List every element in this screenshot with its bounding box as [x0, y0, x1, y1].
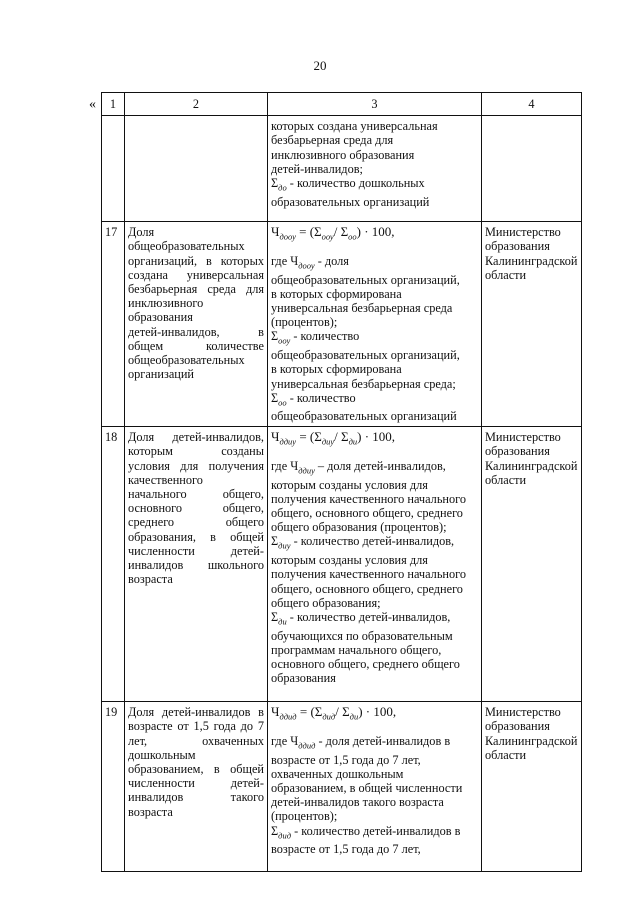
indicator-cell: [125, 427, 268, 702]
indicator-cell: [125, 116, 268, 222]
agency-line: образования: [485, 444, 550, 459]
method-line: возрасте от 1,5 года до 7 лет,: [271, 752, 421, 767]
method-line: основного общего, среднего общего: [271, 657, 460, 671]
agency-line: образования: [485, 239, 550, 254]
method-line: которых создана универсальная: [271, 119, 438, 134]
indicator-line: численности детей-: [128, 543, 264, 558]
indicator-line: общеобразовательных: [128, 239, 245, 254]
method-subscript: ддид: [298, 740, 316, 751]
formula: $Ч_{ддиу} = (\Sigma_{диу}/$ $\Sigma_{ди}) \cdot 100$,: [271, 429, 396, 447]
header-cell-2: 2: [125, 93, 268, 116]
method-line: общего образования (процентов);: [271, 520, 447, 535]
row-number-cell: [102, 116, 125, 222]
indicator-cell: [125, 702, 268, 872]
page-number: 20: [313, 58, 327, 73]
formula-subscript: дид: [322, 711, 336, 722]
method-line: получения качественного начального: [271, 567, 467, 582]
indicator-line: возраста: [128, 804, 173, 819]
indicator-line: лет, охваченных: [128, 733, 264, 748]
opening-quote-mark: «: [89, 97, 96, 112]
calculation-method-cell: [268, 222, 482, 427]
formula: $Ч_{ддид} = (\Sigma_{дид}/$ $\Sigma_{ди}) \cdot 100$,: [271, 704, 397, 722]
method-line: $\Sigma_{диу}$ - количество детей-инвалидов,: [271, 534, 455, 551]
method-line: охваченных дошкольным: [271, 766, 404, 781]
method-line: обучающихся по образовательным: [271, 628, 453, 643]
agency-line: Министерство: [485, 430, 561, 445]
formula-subscript: ди: [348, 436, 358, 447]
indicator-line: создана универсальная: [128, 267, 264, 282]
indicator-line: условия для получения: [128, 458, 264, 473]
calculation-method-cell: [268, 116, 482, 222]
method-line: безбарьерная среда для: [271, 133, 394, 148]
method-line: где $Ч_{дооу}$ - доля: [271, 254, 349, 271]
method-line: которым созданы условия для: [271, 553, 428, 568]
method-line: общеобразовательных организаций,: [271, 272, 460, 287]
indicator-line: начального общего,: [128, 487, 264, 502]
agency-line: Калининградской: [485, 458, 578, 473]
method-line: $\Sigma_{оо}$ - количество: [271, 390, 356, 408]
indicators-table: [101, 92, 582, 872]
method-line: где $Ч_{ддиу}$ – доля детей-инвалидов,: [271, 459, 446, 476]
method-subscript: до: [278, 182, 287, 193]
table-row: [102, 222, 582, 427]
method-line: общего образования;: [271, 595, 381, 610]
method-subscript: диу: [278, 540, 291, 551]
indicator-line: возрасте от 1,5 года до 7: [128, 719, 264, 734]
table-row: [102, 427, 582, 702]
indicator-cell: [125, 222, 268, 427]
agency-line: Калининградской: [485, 253, 578, 268]
responsible-agency-cell: [482, 116, 582, 222]
row-number-cell: 19: [102, 702, 125, 872]
indicator-line: инклюзивного: [128, 296, 204, 311]
method-line: которым созданы условия для: [271, 477, 428, 492]
indicator-line: возраста: [128, 572, 173, 587]
formula-subscript: оо: [348, 231, 357, 242]
method-subscript: дооу: [298, 260, 315, 271]
agency-line: Министерство: [485, 225, 561, 240]
method-subscript: ди: [278, 616, 287, 627]
formula: $Ч_{дооу} = (\Sigma_{ооу}/$ $\Sigma_{оо}) \cdot 100$,: [271, 224, 395, 242]
method-subscript: ооу: [278, 335, 291, 346]
method-line: $\Sigma_{дид}$ - количество детей-инвалидов в: [271, 823, 461, 841]
method-line: $\Sigma_{до}$ - количество дошкольных: [271, 176, 425, 193]
method-line: $\Sigma_{ооу}$ - количество: [271, 329, 360, 346]
method-line: (процентов);: [271, 315, 338, 330]
header-cell-4: 4: [482, 93, 582, 116]
agency-line: Министерство: [485, 705, 561, 720]
agency-line: области: [485, 267, 527, 282]
indicator-line: численности детей-: [128, 776, 264, 791]
method-line: общеобразовательных организаций,: [271, 348, 460, 363]
agency-line: образования: [485, 719, 550, 734]
method-line: общего, основного общего, среднего: [271, 506, 463, 521]
indicator-line: безбарьерная среда для: [128, 282, 264, 297]
indicator-line: образования, в общей: [128, 529, 264, 544]
method-line: $\Sigma_{ди}$ - количество детей-инвалидов,: [271, 609, 451, 627]
method-line: в которых сформирована: [271, 286, 402, 301]
method-line: универсальная безбарьерная среда: [271, 301, 453, 316]
indicator-line: Доля детей-инвалидов в: [128, 705, 264, 720]
formula-subscript: ди: [349, 711, 359, 722]
responsible-agency-cell: [482, 222, 582, 427]
header-cell-1: 1: [102, 93, 125, 116]
row-number-cell: 18: [102, 427, 125, 702]
indicator-line: основного общего,: [128, 501, 264, 516]
method-line: детей-инвалидов такого возраста: [271, 795, 444, 810]
agency-line: области: [485, 747, 527, 762]
indicator-line: которым созданы: [128, 444, 264, 459]
row-number-cell: 17: [102, 222, 125, 427]
indicator-line: среднего общего: [128, 515, 264, 530]
indicator-line: инвалидов такого: [128, 790, 264, 805]
method-line: получения качественного начального: [271, 491, 467, 506]
indicator-line: образованием, в общей: [128, 762, 264, 777]
formula-subscript: диу: [321, 436, 335, 447]
method-subscript: ддиу: [298, 465, 315, 476]
method-line: программам начального общего,: [271, 642, 442, 657]
indicator-line: дошкольным: [128, 747, 196, 762]
method-line: образовательных организаций: [271, 194, 430, 209]
responsible-agency-cell: [482, 702, 582, 872]
formula-subscript: ддид: [279, 711, 297, 722]
method-line: общеобразовательных организаций: [271, 409, 457, 424]
method-line: детей-инвалидов;: [271, 161, 363, 176]
method-line: универсальная безбарьерная среда;: [271, 376, 456, 391]
table-row: [102, 702, 582, 872]
method-line: (процентов);: [271, 809, 338, 824]
table-row: [102, 116, 582, 222]
calculation-method-cell: [268, 427, 482, 702]
indicator-line: Доля: [128, 225, 155, 240]
method-subscript: дид: [278, 830, 292, 841]
method-subscript: оо: [278, 397, 287, 408]
method-line: где $Ч_{ддид}$ - доля детей-инвалидов в: [271, 734, 451, 751]
method-line: инклюзивного образования: [271, 147, 415, 162]
method-line: общего, основного общего, среднего: [271, 581, 463, 596]
method-line: в которых сформирована: [271, 362, 402, 377]
table-header-row: [102, 93, 582, 116]
agency-line: Калининградской: [485, 733, 578, 748]
indicator-line: образования: [128, 310, 193, 325]
method-line: образования: [271, 671, 336, 686]
header-cell-3: 3: [268, 93, 482, 116]
indicator-line: детей-инвалидов, в: [128, 324, 264, 339]
indicator-line: общем количестве: [128, 338, 264, 353]
formula-subscript: ооу: [321, 231, 334, 242]
formula-subscript: ддиу: [279, 436, 297, 447]
formula-subscript: дооу: [279, 231, 296, 242]
agency-line: области: [485, 472, 527, 487]
indicator-line: качественного: [128, 472, 203, 487]
indicator-line: организаций, в которых: [128, 253, 264, 268]
method-line: возрасте от 1,5 года до 7 лет,: [271, 842, 421, 857]
indicator-line: общеобразовательных: [128, 353, 245, 368]
responsible-agency-cell: [482, 427, 582, 702]
indicator-line: организаций: [128, 367, 195, 382]
indicator-line: инвалидов школьного: [128, 558, 264, 573]
method-line: образованием, в общей численности: [271, 781, 463, 796]
calculation-method-cell: [268, 702, 482, 872]
indicator-line: Доля детей-инвалидов,: [128, 430, 264, 445]
